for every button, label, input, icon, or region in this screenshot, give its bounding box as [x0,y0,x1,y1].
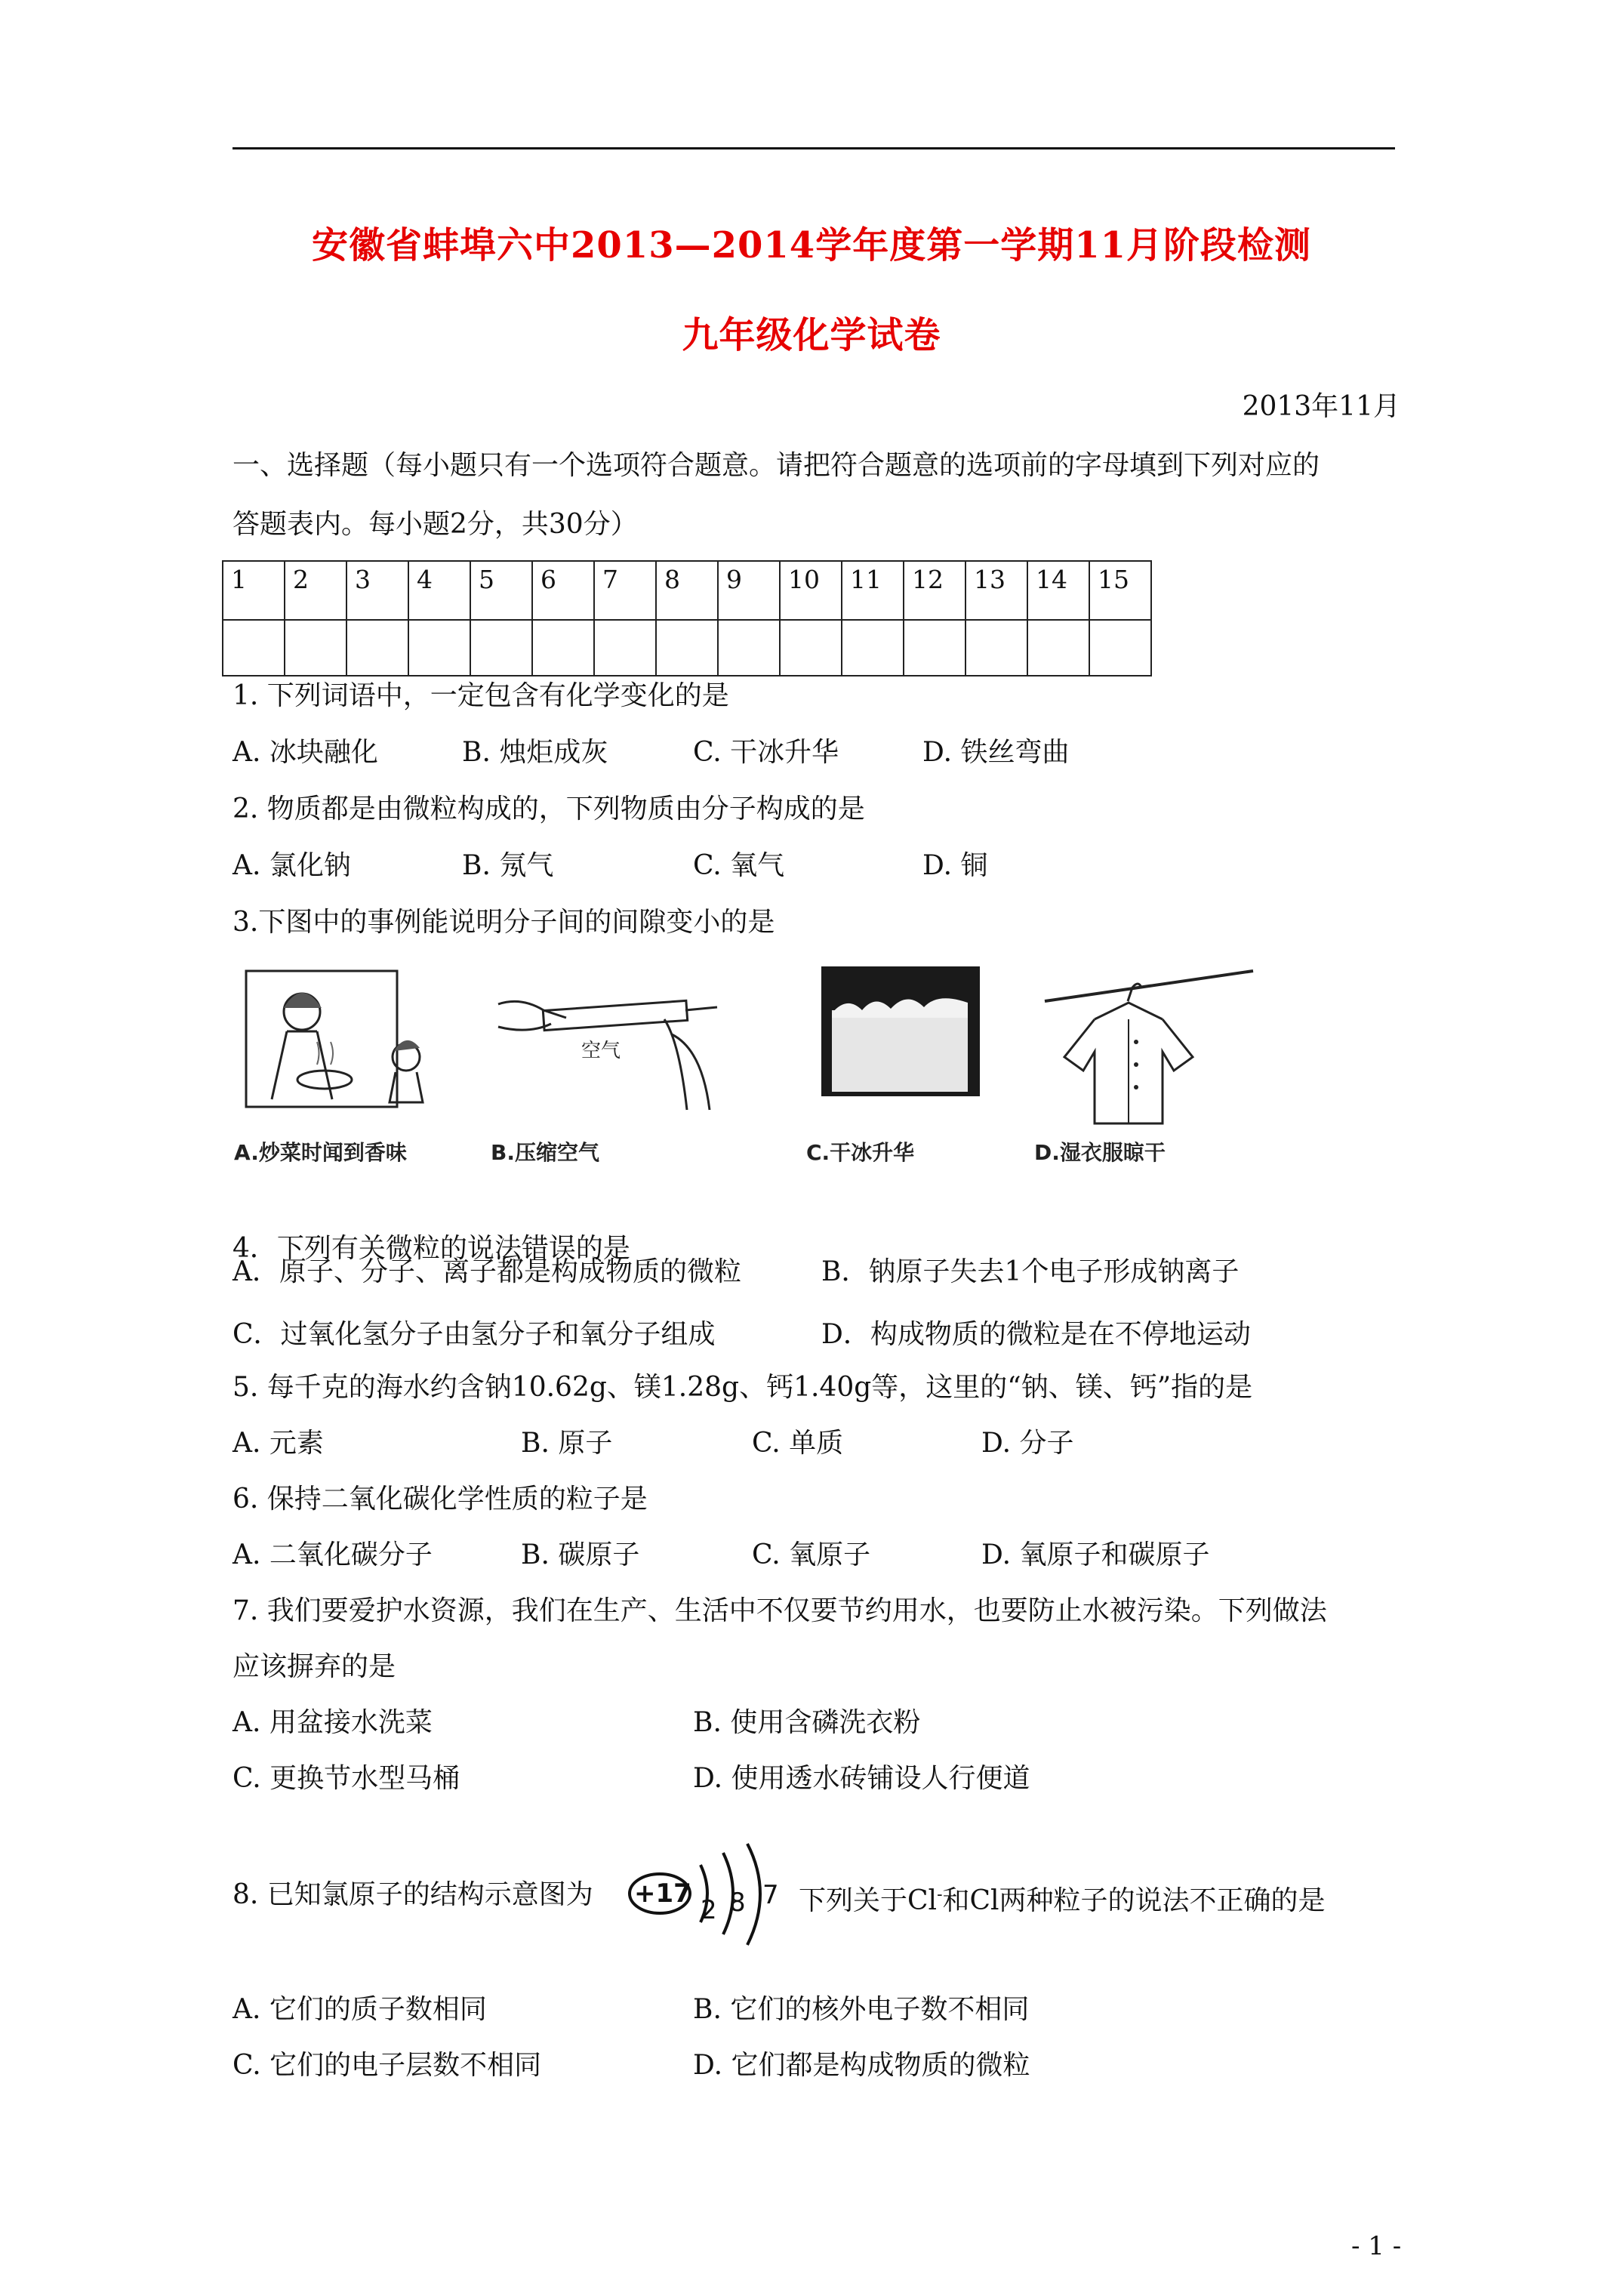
wet-clothes-illustration [1034,966,1261,1136]
answer-cell[interactable] [594,620,656,676]
answer-number: 2 [285,561,346,620]
q2-option-d: D. 铜 [922,850,988,881]
q4-stem: 4．下列有关微粒的说法错误的是 [233,1233,630,1264]
answer-number: 11 [842,561,904,620]
q4-option-b: B．钠原子失去1个电子形成钠离子 [821,1256,1240,1287]
answer-number: 12 [904,561,965,620]
answer-number: 5 [470,561,532,620]
q5-option-c: C. 单质 [752,1428,844,1459]
dry-ice-illustration [806,966,1002,1136]
q2-option-b: B. 氖气 [462,850,554,881]
q1-option-a: A. 冰块融化 [233,737,378,768]
q3-figure-a [234,966,430,1166]
answer-cell[interactable] [718,620,780,676]
exam-title: 安徽省蚌埠六中2013—2014学年度第一学期11月阶段检测 [312,224,1311,267]
q3-figure-b [491,966,740,1166]
q5-option-a: A. 元素 [233,1428,324,1459]
answer-cell[interactable] [532,620,594,676]
q5-option-b: B. 原子 [521,1428,613,1459]
answer-number: 8 [656,561,718,620]
q2-stem: 2. 物质都是由微粒构成的，下列物质由分子构成的是 [233,794,865,824]
top-rule [233,147,1395,149]
answer-cell[interactable] [470,620,532,676]
q3-figure-c [806,966,1002,1166]
answer-cell[interactable] [1027,620,1089,676]
cooking-illustration [234,966,430,1136]
q7-option-a: A. 用盆接水洗菜 [233,1707,433,1738]
q6-option-c: C. 氧原子 [752,1539,871,1570]
q5-stem: 5. 每千克的海水约含钠10.62g、镁1.28g、钙1.40g等，这里的“钠、镁、钙”指的是 [233,1372,1253,1403]
syringe-air-label: 空气 [581,1040,621,1062]
q8-option-d: D. 它们都是构成物质的微粒 [693,2050,1030,2081]
q5-option-d: D. 分子 [981,1428,1074,1459]
q4-option-c: C．过氧化氢分子由氢分子和氧分子组成 [233,1319,716,1350]
nucleus-charge: +17 [634,1878,691,1909]
answer-table [222,560,1152,676]
q7-option-c: C. 更换节水型马桶 [233,1763,460,1794]
answer-number: 7 [594,561,656,620]
answer-cell[interactable] [346,620,408,676]
answer-number: 9 [718,561,780,620]
q6-option-d: D. 氧原子和碳原子 [981,1539,1210,1570]
answer-number: 15 [1089,561,1151,620]
q8-option-b: B. 它们的核外电子数不相同 [693,1994,1030,2025]
q3-stem: 3.下图中的事例能说明分子间的间隙变小的是 [233,907,775,938]
q8-stem-post [799,1878,1326,1918]
answer-number: 6 [532,561,594,620]
q7-stem-line2: 应该摒弃的是 [233,1651,396,1682]
answer-number: 4 [408,561,470,620]
answer-table-header-row [223,561,1151,620]
q1-stem: 1. 下列词语中，一定包含有化学变化的是 [233,680,729,711]
q7-option-b: B. 使用含磷洗衣粉 [693,1707,921,1738]
answer-cell[interactable] [223,620,285,676]
q6-option-a: A. 二氧化碳分子 [233,1539,433,1570]
section-instruction-line1: 一、选择题（每小题只有一个选项符合题意。请把符合题意的选项前的字母填到下列对应的 [233,450,1320,481]
answer-number: 10 [780,561,842,620]
shell-arc-3 [747,1844,760,1945]
q1-option-c: C. 干冰升华 [693,737,839,768]
exam-subtitle: 九年级化学试卷 [682,314,941,356]
chlorine-atom-diagram [627,1842,800,1948]
answer-number: 13 [965,561,1027,620]
q2-option-a: A. 氯化钠 [233,850,351,881]
answer-cell[interactable] [904,620,965,676]
q1-option-b: B. 烛炬成灰 [462,737,608,768]
q6-option-b: B. 碳原子 [521,1539,640,1570]
answer-number: 14 [1027,561,1089,620]
answer-number: 1 [223,561,285,620]
answer-cell[interactable] [408,620,470,676]
shell-1-count: 2 [701,1895,717,1925]
q8-stem-post-1: 下列关于Cl [799,1885,938,1916]
q8-option-c: C. 它们的电子层数不相同 [233,2050,542,2081]
answer-table-blank-row [223,620,1151,676]
q7-stem-line1: 7. 我们要爱护水资源，我们在生产、生活中不仅要节约用水，也要防止水被污染。下列做法 [233,1595,1327,1626]
q3-figure-d [1034,966,1261,1166]
answer-cell[interactable] [965,620,1027,676]
q3-figure-c-caption: C.干冰升华 [806,1140,915,1165]
q4-option-a: A．原子、分子、离子都是构成物质的微粒 [233,1256,741,1287]
syringe-illustration [491,966,740,1136]
answer-cell[interactable] [780,620,842,676]
q3-figure-b-caption: B.压缩空气 [491,1140,599,1165]
q1-option-d: D. 铁丝弯曲 [922,737,1070,768]
q3-figure-a-caption: A.炒菜时闻到香味 [234,1140,407,1165]
q8-stem-post-2: 和Cl两种粒子的说法不正确的是 [942,1885,1326,1916]
exam-date: 2013年11月 [1242,391,1400,422]
q6-stem: 6. 保持二氧化碳化学性质的粒子是 [233,1484,648,1515]
q8-stem-pre: 8. 已知氯原子的结构示意图为 [233,1879,593,1910]
answer-cell[interactable] [656,620,718,676]
page-number: - 1 - [1351,2231,1402,2261]
q8-option-a: A. 它们的质子数相同 [233,1994,487,2025]
q3-figure-d-caption: D.湿衣服晾干 [1034,1140,1166,1165]
chloride-charge: - [937,1885,943,1904]
section-instruction-line2: 答题表内。每小题2分，共30分） [233,509,638,540]
q7-option-d: D. 使用透水砖铺设人行便道 [693,1763,1030,1794]
shell-2-count: 8 [729,1888,746,1918]
answer-cell[interactable] [285,620,346,676]
q4-option-d: D．构成物质的微粒是在不停地运动 [821,1319,1251,1350]
q2-option-c: C. 氧气 [693,850,785,881]
answer-cell[interactable] [1089,620,1151,676]
q3-figure-row [234,966,1291,1166]
shell-3-count: 7 [762,1880,779,1910]
answer-cell[interactable] [842,620,904,676]
answer-number: 3 [346,561,408,620]
